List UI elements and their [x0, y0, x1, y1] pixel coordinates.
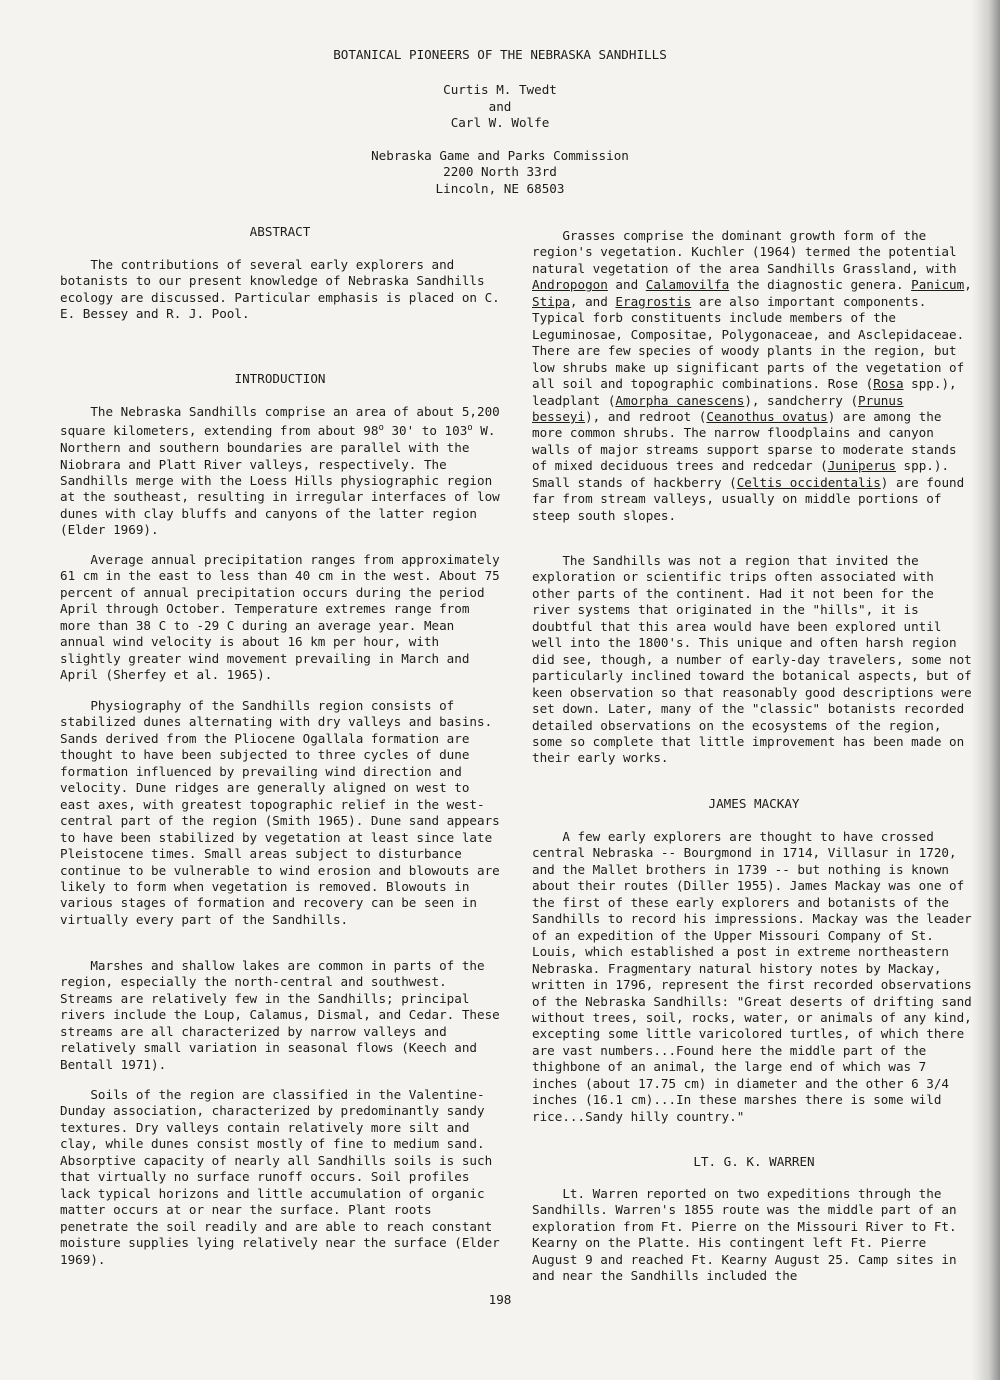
veg-text: ) are found far from stream valleys, usually on middle portions of steep south slopes.	[532, 474, 965, 523]
intro-paragraph-2	[60, 552, 500, 684]
exploration-text: The Sandhills was not a region that invited the exploration or scientific trips often associated with other parts of the continent. Had it not been for the river systems that originated in the "hills", it is doubtful that this area would have been explored until well into the 1800's. This unique and often harsh region did see, though, a number of early-day travelers, some not particularly inclined toward the botanical aspects, but of keen observation so that reasonably good descriptions were set down. Later, many of the "classic" botanists recorded detailed observations on the ecosystems of the region, some so complete that little improvement has been made on their early works.	[532, 553, 972, 766]
intro-text: Physiography of the Sandhills region consists of stabilized dunes alternating with dry valleys and basins. Sands derived from the Pliocene Ogallala formation are thought to have been subjected to three cycles of dune formation influenced by prevailing wind direction and velocity. Dune ridges are generally aligned on west to east axes, with greatest topographic relief in the west-central part of the region (Smith 1965). Dune sand appears to have been stabilized by vegetation at least since late Pleistocene times. Small areas subject to disturbance continue to be vulnerable to wind erosion and blowouts are likely to form when vegetation is removed. Blowouts in various stages of formation and recovery can be seen in virtually every part of the Sandhills.	[60, 698, 500, 927]
intro-text: W. Northern and southern boundaries are parallel with the Niobrara and Platt River valleys, respectively. The Sandhills merge with the Loess Hills physiographic region at the southeast, resulting in irregular interfaces of low dunes with clay bluffs and canyons of the latter region (Elder 1969).	[60, 423, 500, 538]
veg-text: spp.), leadplant (	[532, 376, 957, 408]
intro-text: 30' to 103	[383, 423, 468, 439]
veg-text: spp.). Small stands of hackberry (	[532, 458, 950, 490]
author-block	[300, 82, 700, 197]
intro-text: Soils of the region are classified in the Valentine-Dunday association, characterized by predominantly sandy textures. Dry valleys contain relatively more silt and clay, while dunes consist mostly of fine to medium sand. Absorptive capacity of nearly all Sandhills soils is such that virtually no surface runoff occurs. Soil profiles lack typical horizons and little accumulation of organic matter occurs at or near the surface. Plant roots penetrate the soil readily and are able to reach constant moisture supplies lying relatively near the surface (Elder 1969).	[60, 1087, 500, 1267]
genus-name: Eragrostis	[615, 293, 692, 309]
veg-text: ) are among the more common shrubs. The narrow floodplains and canyon walls of major streams support sparse to moderate stands of mixed deciduous trees and redcedar (	[532, 408, 957, 474]
species-name: Ceanothus ovatus	[706, 408, 828, 424]
author-city: Lincoln, NE 68503	[435, 180, 565, 196]
mackay-paragraph	[532, 829, 976, 1125]
mackay-heading: JAMES MACKAY	[708, 796, 800, 811]
veg-text: , and	[569, 293, 616, 309]
abstract-paragraph: The contributions of several early explorers and botanists to our present knowledge of Nebraska Sandhills ecology are discussed. Particular emphasis is placed on C. E. Bessey and R. J. Pool.	[60, 257, 500, 322]
veg-text: are also important components. Typical forb constituents include members of the Leguminosae, Compositae, Polygonaceae, and Asclepidaceae. There are few species of woody plants in the region, but low shrubs make up significant parts of the vegetation of all soil and topographic combinations. Rose (	[532, 293, 965, 392]
intro-paragraph-3	[60, 698, 500, 928]
intro-paragraph-4	[60, 958, 500, 1073]
page-edge-shadow	[972, 0, 1000, 1380]
veg-text: Grasses comprise the dominant growth form of the region's vegetation. Kuchler (1964) termed the potential natural vegetation of the area Sandhills Grassland, with	[532, 228, 957, 276]
degree-mark: o	[378, 423, 384, 434]
author-street: 2200 North 33rd	[443, 164, 557, 179]
genus-name: Calamovilfa	[645, 277, 730, 293]
genus-name: Andropogon	[532, 277, 608, 293]
intro-text: The Nebraska Sandhills comprise an area of about 5,200 square kilometers, extending from about 98	[60, 404, 500, 439]
abstract-heading: ABSTRACT	[249, 224, 311, 239]
abstract-text	[60, 257, 500, 323]
genus-name: Juniperus	[827, 458, 896, 474]
veg-text: ), and redroot (	[585, 408, 707, 424]
author-name: Curtis M. Twedt	[443, 82, 557, 97]
warren-paragraph	[532, 1186, 976, 1285]
species-name: Amorpha canescens	[615, 392, 745, 408]
genus-name: Panicum	[911, 277, 965, 293]
veg-text: ,	[964, 277, 972, 293]
page-number: 198	[488, 1292, 512, 1307]
veg-text: ), sandcherry (	[744, 392, 859, 408]
mackay-text: A few early explorers are thought to have crossed central Nebraska -- Bourgmond in 1714, Villasur in 1720, and the Mallet brothers in 1739 -- but nothing is known about their routes (Diller 1955). James Mackay was one of the first of these early explorers and botanists of the Sandhills to record his impressions. Mackay was the leader of an expedition of the Upper Missouri Company of St. Louis, which established a post in extreme northeastern Nebraska. Fragmentary natural history notes by Mackay, written in 1796, represent the first recorded observations of the Nebraska Sandhills: "Great deserts of drifting sand without trees, soil, rocks, water, or animals of any kind, excepting some little varicolored turtles, of which there are vast numbers...Found here the middle part of the thighbone of an animal, the large end of which was 7 inches (about 17.75 cm) in diameter and the other 6 3/4 inches (16.1 cm)...In these marshes there is some wild rice...Sandy hilly country."	[532, 829, 972, 1124]
paper-title: BOTANICAL PIONEERS OF THE NEBRASKA SANDHILLS	[333, 47, 667, 62]
species-name: Celtis occidentalis	[736, 474, 881, 490]
degree-mark: o	[467, 423, 473, 434]
intro-paragraph-1	[60, 404, 500, 539]
intro-paragraph-5	[60, 1087, 500, 1268]
warren-heading: LT. G. K. WARREN	[693, 1154, 815, 1169]
species-name: Prunus besseyi	[532, 392, 904, 424]
intro-text: Average annual precipitation ranges from approximately 61 cm in the east to less than 40 cm in the west. About 75 percent of annual precipitation occurs during the period April through October. Temperature extremes range from more than 38 C to -29 C during an average year. Mean annual wind velocity is about 16 km per hour, with slightly greater wind movement prevailing in March and April (Sherfey et al. 1965).	[60, 552, 500, 683]
genus-name: Rosa	[873, 376, 904, 392]
vegetation-paragraph	[532, 228, 976, 524]
genus-name: Stipa	[532, 293, 570, 309]
exploration-paragraph	[532, 553, 976, 767]
author-conjunction: and	[488, 98, 512, 114]
veg-text: the diagnostic genera.	[729, 277, 912, 293]
introduction-heading: INTRODUCTION	[234, 371, 326, 386]
author-name: Carl W. Wolfe	[450, 115, 550, 130]
veg-text: and	[607, 277, 646, 293]
intro-text: Marshes and shallow lakes are common in parts of the region, especially the north-central and southwest. Streams are relatively few in the Sandhills; principal rivers include the Loup, Calamus, Dismal, and Cedar. These streams are all characterized by narrow valleys and relatively small variation in seasonal flows (Keech and Bentall 1971).	[60, 958, 500, 1072]
author-affiliation: Nebraska Game and Parks Commission	[371, 147, 629, 163]
warren-text: Lt. Warren reported on two expeditions through the Sandhills. Warren's 1855 route was the middle part of an exploration from Ft. Pierre on the Missouri River to Ft. Kearny on the Platte. His contingent left Ft. Pierre August 9 and reached Ft. Kearny August 25. Camp sites in and near the Sandhills included the	[532, 1186, 957, 1284]
